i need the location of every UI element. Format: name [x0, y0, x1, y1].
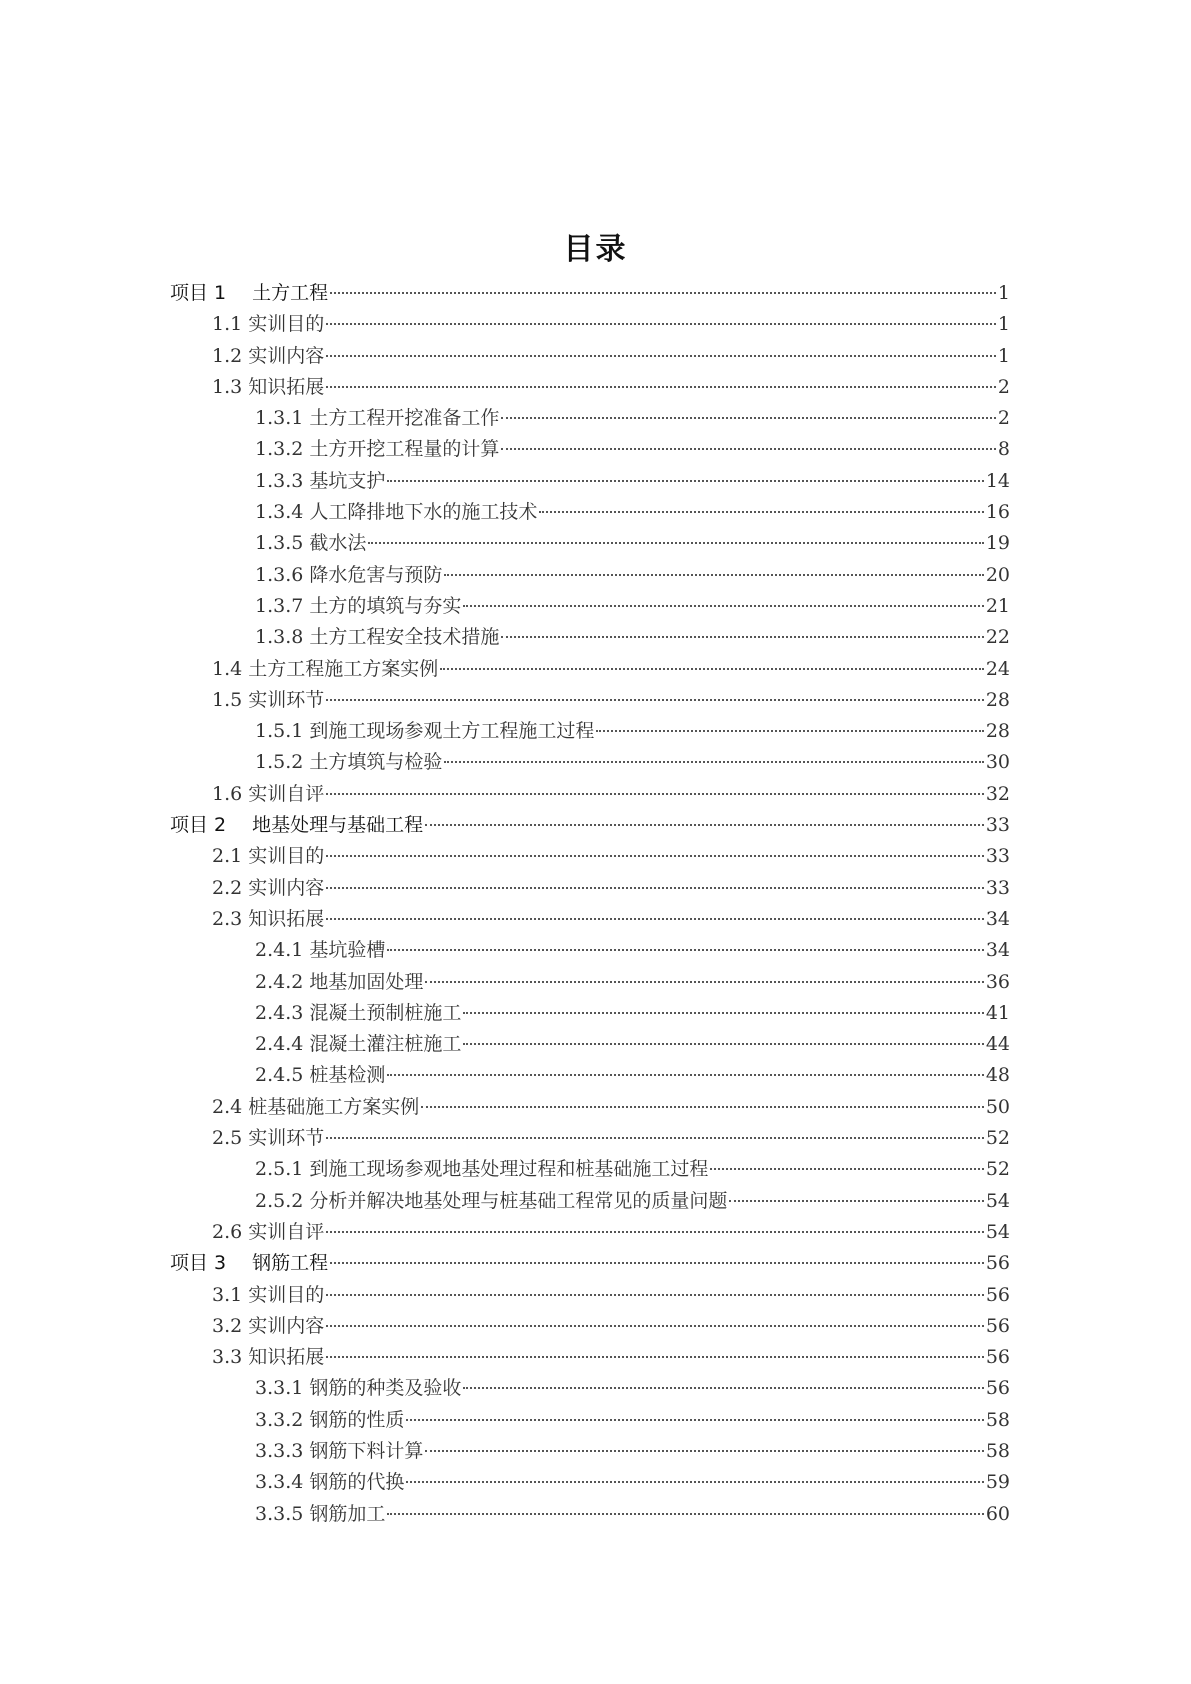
toc-entry-label: 2.4.4 混凝土灌注桩施工 [255, 1033, 462, 1056]
toc-page-number: 28 [985, 720, 1010, 743]
toc-entry-label: 1.5.1 到施工现场参观土方工程施工过程 [255, 720, 595, 743]
toc-entry[interactable] [170, 341, 1010, 372]
toc-entry-label: 1.3.4 人工降排地下水的施工技术 [255, 501, 538, 524]
table-of-contents [170, 278, 1010, 1530]
toc-page-number: 52 [985, 1158, 1010, 1181]
toc-page-number: 59 [985, 1471, 1010, 1494]
toc-entry-label: 2.4 桩基础施工方案实例 [212, 1095, 420, 1118]
toc-entry[interactable] [170, 1499, 1010, 1530]
toc-entry-label: 3.3.2 钢筋的性质 [255, 1408, 405, 1431]
dot-leader [501, 636, 983, 638]
toc-entry-label: 1.3.3 基坑支护 [255, 469, 386, 492]
dot-leader [326, 1294, 984, 1296]
toc-entry-label: 1.3.8 土方工程安全技术措施 [255, 626, 500, 649]
toc-entry[interactable] [170, 1280, 1010, 1311]
dot-leader [444, 761, 983, 763]
toc-entry[interactable] [170, 1436, 1010, 1467]
dot-leader [710, 1168, 983, 1170]
dot-leader [463, 605, 983, 607]
toc-entry[interactable] [170, 716, 1010, 747]
toc-page-number: 16 [985, 501, 1010, 524]
toc-page-number: 22 [985, 626, 1010, 649]
toc-entry[interactable] [170, 685, 1010, 716]
toc-entry-label: 2.4.1 基坑验槽 [255, 939, 386, 962]
toc-page-number: 21 [985, 594, 1010, 617]
toc-entry-label: 2.4.5 桩基检测 [255, 1064, 386, 1087]
toc-page-number: 14 [985, 469, 1010, 492]
toc-entry[interactable] [170, 1467, 1010, 1498]
dot-leader [421, 1106, 984, 1108]
toc-page-number: 54 [985, 1220, 1010, 1243]
toc-entry-label: 3.3 知识拓展 [212, 1346, 325, 1369]
toc-entry[interactable] [170, 591, 1010, 622]
toc-chapter-entry[interactable] [170, 810, 1010, 841]
toc-entry-label: 3.3.4 钢筋的代换 [255, 1471, 405, 1494]
dot-leader [326, 855, 984, 857]
toc-page-number: 36 [985, 970, 1010, 993]
toc-entry-label: 3.3.3 钢筋下料计算 [255, 1439, 424, 1462]
toc-page-number: 48 [985, 1064, 1010, 1087]
toc-entry[interactable] [170, 466, 1010, 497]
dot-leader [596, 730, 983, 732]
toc-entry-label: 地基处理与基础工程 [252, 814, 424, 837]
toc-entry-label: 1.2 实训内容 [212, 344, 325, 367]
dot-leader [425, 981, 983, 983]
toc-entry[interactable] [170, 403, 1010, 434]
dot-leader [425, 824, 984, 826]
toc-page-number: 28 [985, 688, 1010, 711]
dot-leader [425, 1450, 983, 1452]
toc-entry[interactable] [170, 779, 1010, 810]
toc-page-number: 33 [985, 814, 1010, 837]
toc-entry-label: 1.3.1 土方工程开挖准备工作 [255, 407, 500, 430]
dot-leader [406, 1481, 983, 1483]
toc-page-number: 1 [997, 344, 1010, 367]
toc-entry[interactable] [170, 1154, 1010, 1185]
toc-entry-label: 3.3.1 钢筋的种类及验收 [255, 1377, 462, 1400]
toc-page-number: 2 [997, 407, 1010, 430]
toc-page-number: 44 [985, 1033, 1010, 1056]
toc-page-number: 41 [985, 1001, 1010, 1024]
toc-entry[interactable] [170, 1405, 1010, 1436]
toc-entry-label: 2.6 实训自评 [212, 1220, 325, 1243]
toc-chapter-number: 项目 2 [170, 814, 227, 837]
toc-page-number: 20 [985, 563, 1010, 586]
toc-entry[interactable] [170, 434, 1010, 465]
dot-leader [326, 699, 984, 701]
toc-entry-label: 3.2 实训内容 [212, 1314, 325, 1337]
toc-entry[interactable] [170, 654, 1010, 685]
toc-entry-label: 2.5.1 到施工现场参观地基处理过程和桩基础施工过程 [255, 1158, 709, 1181]
dot-leader [326, 1231, 984, 1233]
toc-page-number: 24 [985, 657, 1010, 680]
dot-leader [501, 448, 996, 450]
toc-entry[interactable] [170, 904, 1010, 935]
toc-entry-label: 1.4 土方工程施工方案实例 [212, 657, 439, 680]
toc-entry-label: 2.5 实训环节 [212, 1127, 325, 1150]
toc-page-number: 2 [997, 375, 1010, 398]
toc-chapter-entry[interactable] [170, 278, 1010, 309]
toc-entry-label: 1.3 知识拓展 [212, 375, 325, 398]
toc-page-number: 52 [985, 1127, 1010, 1150]
toc-entry[interactable] [170, 1342, 1010, 1373]
dot-leader [330, 292, 996, 294]
toc-entry[interactable] [170, 1123, 1010, 1154]
dot-leader [444, 574, 983, 576]
toc-entry-label: 土方工程 [252, 282, 329, 304]
toc-page-number: 1 [997, 313, 1010, 336]
toc-page-number: 60 [985, 1502, 1010, 1525]
toc-entry-label: 钢筋工程 [252, 1252, 329, 1275]
toc-entry-label: 2.1 实训目的 [212, 845, 325, 868]
toc-entry[interactable] [170, 1092, 1010, 1123]
toc-entry[interactable] [170, 1373, 1010, 1404]
toc-entry-label: 2.2 实训内容 [212, 876, 325, 899]
dot-leader [326, 323, 996, 325]
toc-entry-label: 2.4.2 地基加固处理 [255, 970, 424, 993]
toc-chapter-number: 项目 3 [170, 1252, 227, 1275]
toc-entry[interactable] [170, 841, 1010, 872]
toc-page-number: 33 [985, 845, 1010, 868]
toc-entry[interactable] [170, 935, 1010, 966]
toc-entry[interactable] [170, 1217, 1010, 1248]
dot-leader [463, 1043, 983, 1045]
toc-entry-label: 3.1 实训目的 [212, 1283, 325, 1306]
toc-page-number: 19 [985, 532, 1010, 555]
dot-leader [326, 386, 996, 388]
toc-entry[interactable] [170, 560, 1010, 591]
toc-page-number: 1 [997, 282, 1010, 304]
dot-leader [406, 1419, 983, 1421]
toc-chapter-number: 项目 1 [170, 282, 227, 304]
dot-leader [387, 1513, 983, 1515]
toc-entry[interactable] [170, 1060, 1010, 1091]
toc-entry[interactable] [170, 497, 1010, 528]
dot-leader [326, 887, 984, 889]
dot-leader [387, 949, 983, 951]
toc-entry[interactable] [170, 622, 1010, 653]
toc-page-number: 32 [985, 782, 1010, 805]
toc-page-number: 56 [985, 1377, 1010, 1400]
dot-leader [387, 1074, 983, 1076]
toc-entry[interactable] [170, 528, 1010, 559]
dot-leader [326, 1137, 984, 1139]
dot-leader [326, 793, 984, 795]
toc-entry[interactable] [170, 1029, 1010, 1060]
dot-leader [463, 1012, 983, 1014]
toc-entry[interactable] [170, 1311, 1010, 1342]
toc-page-number: 56 [985, 1346, 1010, 1369]
toc-entry[interactable] [170, 747, 1010, 778]
dot-leader [440, 668, 984, 670]
dot-leader [463, 1387, 983, 1389]
toc-page-number: 56 [985, 1283, 1010, 1306]
toc-entry-label: 1.3.5 截水法 [255, 532, 367, 555]
dot-leader [326, 1356, 984, 1358]
toc-page-number: 56 [985, 1252, 1010, 1275]
toc-entry-label: 3.3.5 钢筋加工 [255, 1502, 386, 1525]
toc-entry[interactable] [170, 998, 1010, 1029]
toc-entry[interactable] [170, 309, 1010, 340]
toc-page-number: 56 [985, 1314, 1010, 1337]
toc-page-number: 34 [985, 939, 1010, 962]
toc-entry-label: 1.3.2 土方开挖工程量的计算 [255, 438, 500, 461]
toc-entry[interactable] [170, 873, 1010, 904]
dot-leader [326, 355, 996, 357]
dot-leader [501, 417, 996, 419]
page-title: 目录 [563, 232, 628, 267]
dot-leader [387, 480, 983, 482]
toc-entry-label: 1.5.2 土方填筑与检验 [255, 751, 443, 774]
toc-entry[interactable] [170, 372, 1010, 403]
toc-page-number: 54 [985, 1189, 1010, 1212]
toc-page-number: 30 [985, 751, 1010, 774]
toc-entry-label: 1.5 实训环节 [212, 688, 325, 711]
toc-entry-label: 1.1 实训目的 [212, 313, 325, 336]
toc-page-number: 58 [985, 1408, 1010, 1431]
toc-entry-label: 1.3.6 降水危害与预防 [255, 563, 443, 586]
toc-page-number: 33 [985, 876, 1010, 899]
toc-entry-label: 1.3.7 土方的填筑与夯实 [255, 594, 462, 617]
toc-entry[interactable] [170, 1186, 1010, 1217]
dot-leader [539, 511, 983, 513]
toc-entry[interactable] [170, 967, 1010, 998]
toc-page-number: 8 [997, 438, 1010, 461]
toc-page-number: 50 [985, 1095, 1010, 1118]
dot-leader [326, 918, 984, 920]
toc-chapter-entry[interactable] [170, 1248, 1010, 1279]
toc-entry-label: 2.3 知识拓展 [212, 907, 325, 930]
toc-entry-label: 1.6 实训自评 [212, 782, 325, 805]
dot-leader [729, 1200, 983, 1202]
toc-page-number: 58 [985, 1439, 1010, 1462]
toc-page-number: 34 [985, 907, 1010, 930]
dot-leader [368, 542, 983, 544]
toc-entry-label: 2.5.2 分析并解决地基处理与桩基础工程常见的质量问题 [255, 1189, 728, 1212]
toc-entry-label: 2.4.3 混凝土预制桩施工 [255, 1001, 462, 1024]
dot-leader [326, 1325, 984, 1327]
dot-leader [330, 1262, 984, 1264]
